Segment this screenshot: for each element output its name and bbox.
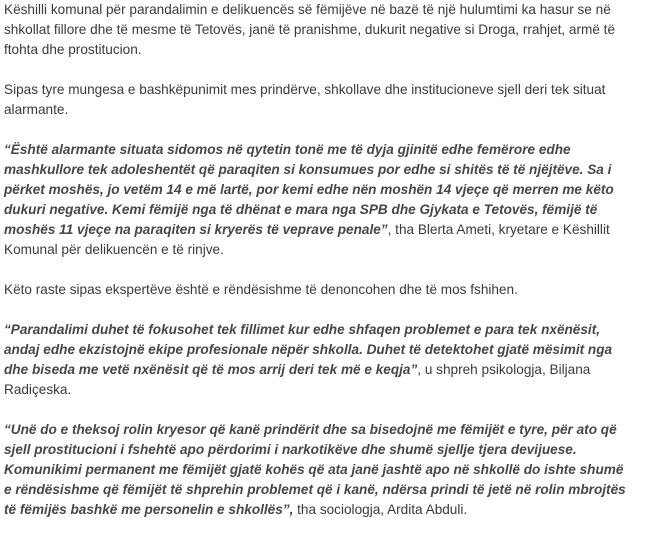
- quote-text: moshës 11 vjeçe na paraqiten si kryerës të veprave penale”: [4, 222, 388, 237]
- quote-blerta-ameti: [4, 140, 668, 260]
- quote-line: andaj edhe ekzistojnë ekipe profesionale nëpër shkolla. Duhet të detektohet gjatë mësimit nga: [4, 342, 613, 357]
- text-line: Këto raste sipas ekspertëve është e rëndësishme të denoncohen dhe të mos fshihen.: [4, 282, 518, 297]
- quote-line: “Parandalimi duhet të fokusohet tek fillimet kur edhe shfaqen problemet e para tek nxënësit,: [4, 322, 601, 337]
- quote-line: mashkullore tek adoleshentët që paraqiten si konsumues por edhe si shitës të të njëjtëve. Sa i: [4, 162, 612, 177]
- text-line: shkollat fillore dhe të mesme të Tetovës, janë të pranishme, dukurit negative si Droga, rrahjet, armë të: [4, 22, 616, 37]
- quote-line-mixed: [4, 360, 668, 380]
- quote-line-mixed: [4, 500, 668, 520]
- text-line: alarmante.: [4, 102, 69, 117]
- text-line: Sipas tyre mungesa e bashkëpunimit mes prindërve, shkollave dhe institucioneve sjell deri tek situat: [4, 82, 606, 97]
- paragraph-context: [4, 80, 668, 120]
- paragraph-intro: [4, 0, 668, 60]
- quote-line: e rëndësishme që fëmijët të shprehin problemet që i kanë, ndërsa prindi të jetë në rolin mbrojtës: [4, 482, 626, 497]
- attribution-text: , u shpreh psikologja, Biljana: [417, 362, 591, 377]
- quote-line-mixed: [4, 220, 668, 240]
- quote-text: dhe biseda me vetë nxënësit që të mos arrij deri tek më e keqja”: [4, 362, 418, 377]
- quote-ardita-abduli: [4, 420, 668, 520]
- quote-text: të fëmijës bashkë me personelin e shkollës”,: [4, 502, 294, 517]
- paragraph-experts: [4, 280, 668, 300]
- quote-line: dukuri negative. Kemi fëmijë nga të dhënat e mara nga SPB dhe Gjykata e Tetovës, fëmijë të: [4, 202, 598, 217]
- attribution-text: tha sociologja, Ardita Abduli.: [293, 502, 468, 517]
- attribution-text: , tha Blerta Ameti, kryetare e Këshillit: [387, 222, 610, 237]
- quote-line: Komunikimi permanent me fëmijët gjatë kohës që ata janë jashtë apo në shkollë do ishte shumë: [4, 462, 624, 477]
- quote-line: “Është alarmante situata sidomos në qytetin tonë me të dyja gjinitë edhe femërore edhe: [4, 142, 571, 157]
- quote-line: “Unë do e theksoj rolin kryesor që kanë prindërit dhe sa bisedojnë me fëmijët e tyre, për ato që: [4, 422, 617, 437]
- attribution-line: Radiçeska.: [4, 382, 72, 397]
- quote-line: përket moshës, jo vetëm 14 e më lartë, por kemi edhe nën moshën 14 vjeçe që merren me këto: [4, 182, 614, 197]
- quote-line: sjell prostitucioni i fshehtë apo përdorimi i narkotikëve dhe shumë sjellje tjera devijuese.: [4, 442, 577, 457]
- text-line: ftohta dhe prostitucion.: [4, 42, 142, 57]
- attribution-line: Komunal për delikuencën e të rinjve.: [4, 242, 224, 257]
- text-line: Këshilli komunal për parandalimin e delikuencës së fëmijëve në bazë të një hulumtimi ka hasur se në: [4, 2, 611, 17]
- quote-biljana-radiceska: [4, 320, 668, 400]
- article-body: [4, 0, 668, 520]
